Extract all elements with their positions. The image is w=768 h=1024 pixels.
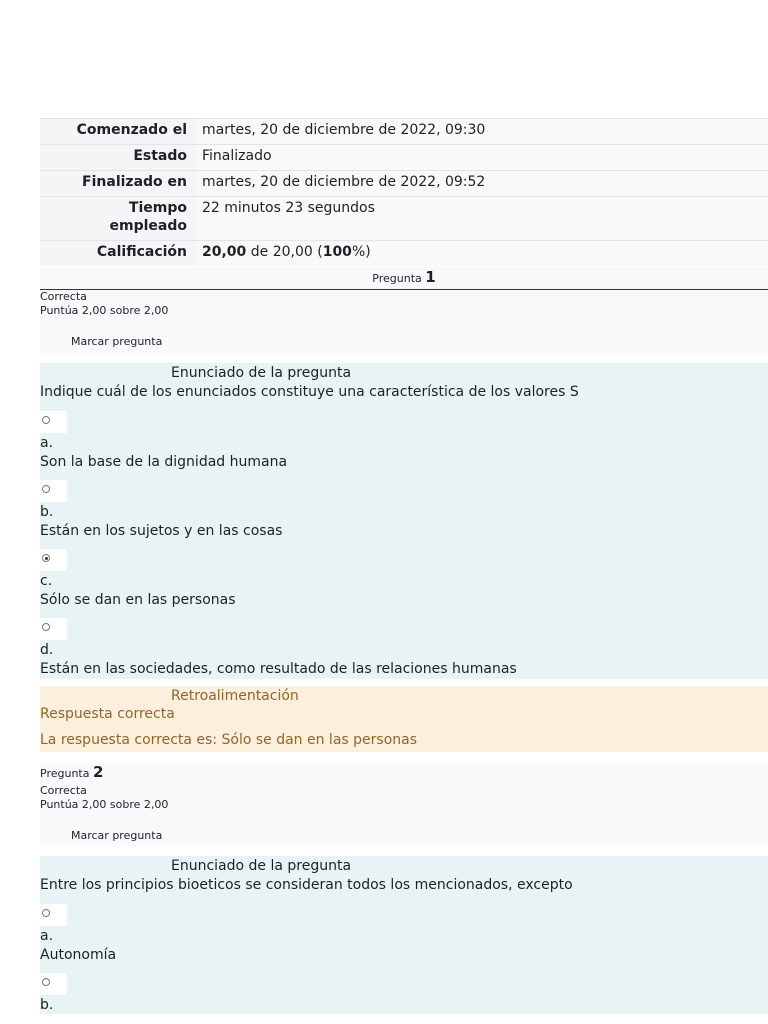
summary-value: martes, 20 de diciembre de 2022, 09:30 [195, 119, 768, 145]
option-letter: c. [40, 573, 53, 589]
question-content [40, 856, 768, 1014]
radio-container [40, 411, 67, 433]
flag-question-link[interactable]: Marcar pregunta [71, 829, 163, 842]
summary-row-time-taken [40, 197, 768, 241]
summary-value: martes, 20 de diciembre de 2022, 09:52 [195, 171, 768, 197]
question-1 [40, 267, 768, 752]
summary-label: Calificación [40, 241, 195, 267]
summary-label: Finalizado en [40, 171, 195, 197]
answer-option-b[interactable] [40, 480, 768, 540]
grade-percent: 100 [322, 244, 352, 260]
option-text: Sólo se dan en las personas [40, 592, 236, 608]
question-number [40, 267, 768, 290]
question-text: Indique cuál de los enunciados constituye una característica de los valores S [40, 384, 579, 400]
question-grade: Puntúa 2,00 sobre 2,00 [40, 304, 169, 317]
summary-row-started [40, 119, 768, 145]
answer-option-a[interactable] [40, 411, 768, 471]
question-2 [40, 762, 768, 1014]
option-letter: a. [40, 435, 54, 451]
attempt-summary-table [40, 118, 768, 266]
option-letter: a. [40, 928, 54, 944]
radio-container [40, 904, 67, 926]
question-text: Entre los principios bioeticos se consideran todos los mencionados, excepto [40, 877, 573, 893]
grade-score: 20,00 [202, 244, 247, 260]
statement-title: Enunciado de la pregunta [171, 858, 352, 874]
option-letter: b. [40, 997, 54, 1013]
summary-label [40, 197, 195, 241]
radio-container [40, 549, 67, 571]
question-info [40, 762, 768, 846]
answer-option-d[interactable] [40, 618, 768, 678]
summary-label-line: Tiempo [128, 200, 187, 216]
radio-container [40, 618, 67, 640]
radio-container [40, 480, 67, 502]
question-state: Correcta [40, 784, 87, 797]
option-text: Autonomía [40, 947, 117, 963]
question-info [40, 267, 768, 353]
grade-percent-suffix: %) [351, 244, 371, 260]
flag-question-link[interactable]: Marcar pregunta [71, 335, 163, 348]
summary-value [195, 241, 768, 267]
radio-button-checked[interactable] [42, 554, 50, 562]
feedback-title: Retroalimentación [171, 688, 299, 704]
radio-button[interactable] [42, 909, 50, 917]
radio-button[interactable] [42, 416, 50, 424]
question-grade: Puntúa 2,00 sobre 2,00 [40, 798, 169, 811]
question-number-label: Pregunta [372, 272, 422, 285]
question-number-value: 1 [425, 268, 436, 286]
question-state: Correcta [40, 290, 87, 303]
option-text: Son la base de la dignidad humana [40, 454, 288, 470]
question-number [40, 762, 768, 784]
summary-row-grade [40, 241, 768, 267]
option-letter: b. [40, 504, 54, 520]
option-text: Están en los sujetos y en las cosas [40, 523, 283, 539]
summary-row-state [40, 145, 768, 171]
radio-button[interactable] [42, 485, 50, 493]
question-content [40, 363, 768, 679]
answer-option-a[interactable] [40, 904, 768, 964]
quiz-review-page [40, 118, 768, 1014]
question-number-label: Pregunta [40, 767, 90, 780]
statement-title: Enunciado de la pregunta [171, 365, 352, 381]
answer-option-c[interactable] [40, 549, 768, 609]
answer-option-b[interactable] [40, 973, 768, 1014]
feedback-answer: La respuesta correcta es: Sólo se dan en las personas [40, 732, 418, 748]
radio-button[interactable] [42, 623, 50, 631]
question-number-value: 2 [92, 763, 104, 781]
summary-value: 22 minutos 23 segundos [195, 197, 768, 241]
option-letter: d. [40, 642, 54, 658]
summary-value: Finalizado [195, 145, 768, 171]
radio-container [40, 973, 67, 995]
radio-button[interactable] [42, 978, 50, 986]
question-feedback [40, 686, 768, 752]
summary-label-line: empleado [109, 218, 187, 234]
feedback-result: Respuesta correcta [40, 706, 175, 722]
summary-row-finished [40, 171, 768, 197]
option-text: Están en las sociedades, como resultado de las relaciones humanas [40, 661, 517, 677]
summary-label: Comenzado el [40, 119, 195, 145]
grade-of-text: de 20,00 ( [246, 244, 323, 260]
summary-label: Estado [40, 145, 195, 171]
